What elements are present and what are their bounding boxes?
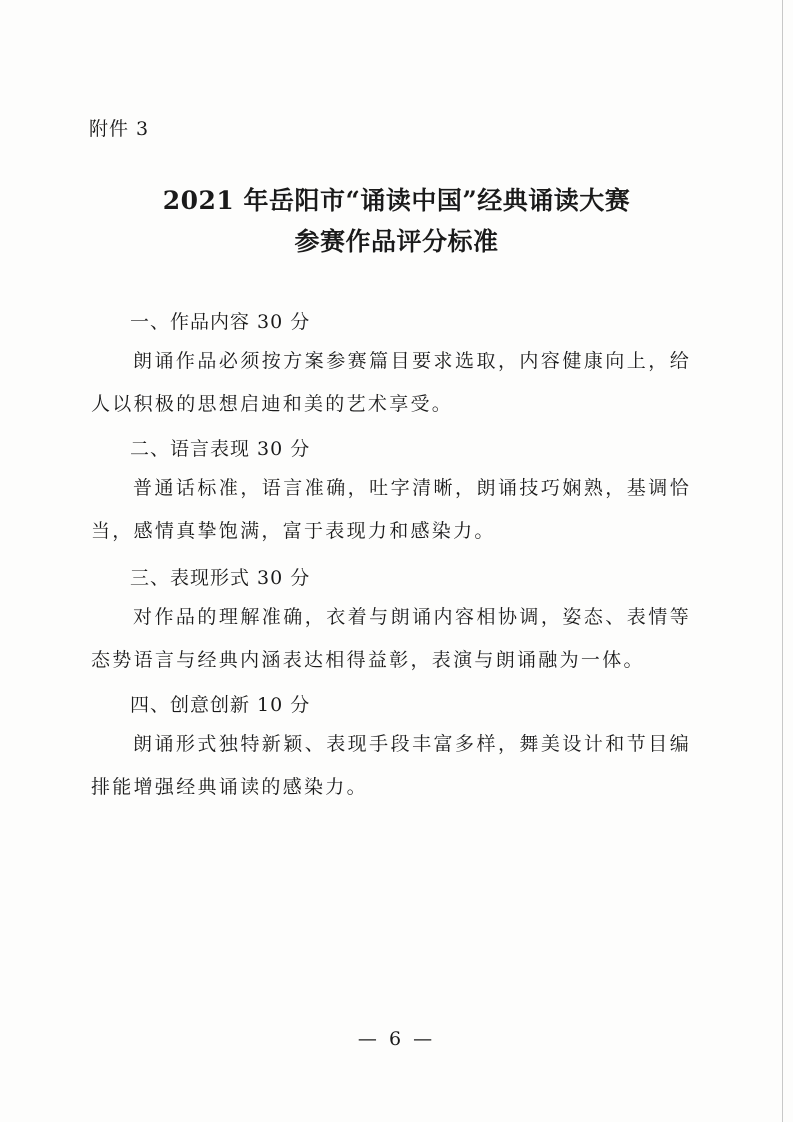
section-body-form: 对作品的理解准确，衣着与朗诵内容相协调，姿态、表情等态势语言与经典内涵表达相得益彰，表演与朗诵融为一体。: [91, 606, 691, 671]
document-title-line-1: 2021 年岳阳市“诵读中国”经典诵读大赛: [162, 186, 631, 215]
section-heading-innovation: 四、创意创新 10 分: [130, 694, 311, 716]
section-heading-language: 二、语言表现 30 分: [130, 438, 311, 460]
section-body-language: 普通话标准，语言准确，吐字清晰，朗诵技巧娴熟，基调恰当，感情真挚饱满，富于表现力和感染力。: [91, 477, 691, 542]
page-number: — 6 —: [357, 1028, 436, 1050]
section-heading-form: 三、表现形式 30 分: [130, 567, 311, 589]
attachment-label: 附件 3: [89, 118, 150, 140]
section-body-innovation: 朗诵形式独特新颖、表现手段丰富多样，舞美设计和节目编排能增强经典诵读的感染力。: [91, 733, 691, 798]
document-title-line-2: 参赛作品评分标准: [294, 227, 499, 256]
section-heading-content: 一、作品内容 30 分: [130, 311, 311, 333]
section-body-content: 朗诵作品必须按方案参赛篇目要求选取，内容健康向上，给人以积极的思想启迪和美的艺术享受。: [91, 350, 691, 415]
page-edge-line: [782, 0, 783, 1122]
